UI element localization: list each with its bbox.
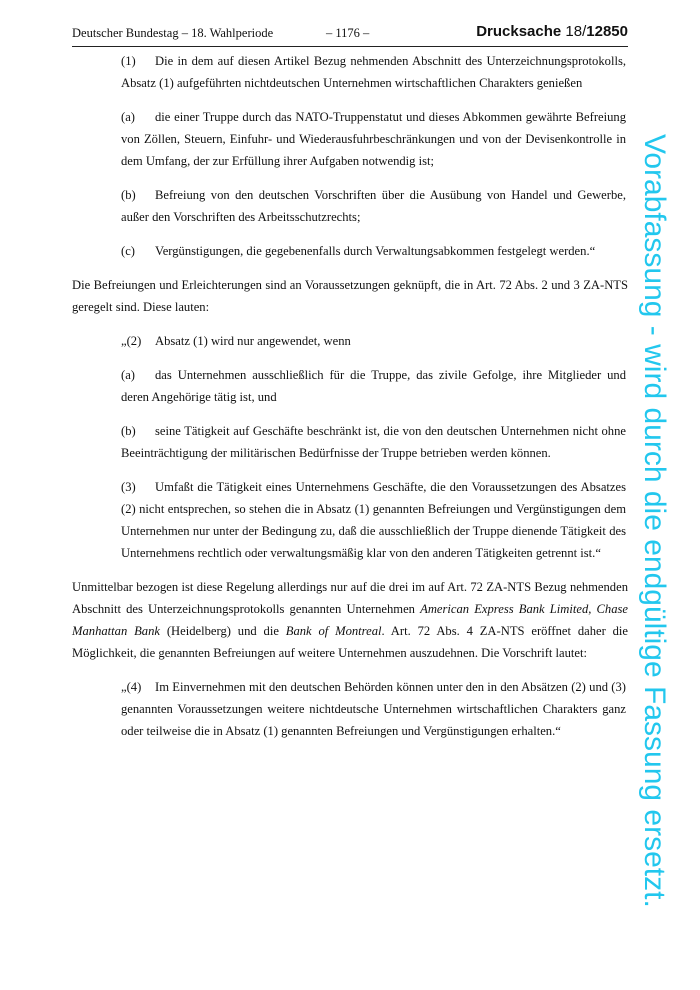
body-text: (Heidelberg) und die [160, 624, 286, 638]
document-body [72, 50, 628, 754]
document-id: 12850 [586, 23, 628, 40]
item-text: seine Tätigkeit auf Geschäfte beschränkt ist, die von den deutschen Unternehmen nicht ohne Beeinträchtigung der militärischen Bedürfnisse der Truppe betrieben werden können. [121, 424, 626, 460]
header-divider [72, 46, 628, 47]
body-text: Unmittelbar bezogen ist diese Regelung allerdings nur auf die drei im auf Art. 72 ZA-NTS Bezug nehmenden Abschnitt des Unterzeichnungsprotokolls genannten Unternehmen [72, 580, 628, 616]
document-period: 18/ [565, 23, 587, 40]
page-number: – 1176 – [326, 26, 370, 40]
item-text: die einer Truppe durch das NATO-Truppenstatut und dieses Abkommen gewährte Befreiung von Zöllen, Steuern, Einfuhr- und Wiederausfuhrbeschränkungen und von der Devisenkontrolle in dem Umfang, der zur Erfüllung ihrer Aufgaben notwendig ist; [121, 110, 626, 168]
item-text: Befreiung von den deutschen Vorschriften über die Ausübung von Handel und Gewerbe, außer den Vorschriften des Arbeitsschutzrechts; [121, 188, 626, 224]
body-text: , [588, 602, 597, 616]
quote-item-a [121, 106, 626, 172]
bank-name: Chase Manhattan Bank [72, 602, 629, 638]
body-paragraph-2 [72, 576, 628, 664]
item-text: das Unternehmen ausschließlich für die Truppe, das zivile Gefolge, ihre Mitglieder und deren Angehörige tätig ist, und [121, 368, 626, 404]
draft-watermark: Vorabfassung - wird durch die endgültige Fassung ersetzt. [638, 134, 671, 908]
paragraph-number: „(2) [121, 334, 142, 348]
body-paragraph-1: Die Befreiungen und Erleichterungen sind an Voraussetzungen geknüpft, die in Art. 72 Abs. 2 und 3 ZA-NTS geregelt sind. Diese lauten: [72, 278, 628, 314]
paragraph-text: Die in dem auf diesen Artikel Bezug nehmenden Abschnitt des Unterzeichnungsprotokolls, Absatz (1) aufgeführten nichtdeutschen Unternehmen wirtschaftlichen Charakters genießen [121, 54, 626, 90]
quote-paragraph-1 [121, 50, 626, 94]
document-label: Drucksache [476, 23, 562, 40]
item-letter: (b) [121, 188, 136, 202]
quote-item-c [121, 240, 626, 262]
bank-name: American Express Bank Limited [420, 602, 589, 616]
item-letter: (b) [121, 424, 136, 438]
item-letter: (a) [121, 110, 135, 124]
paragraph-number: (1) [121, 54, 136, 68]
paragraph-number: (3) [121, 480, 136, 494]
paragraph-text: Umfaßt die Tätigkeit eines Unternehmens Geschäfte, die den Voraussetzungen des Absatzes (2) nicht entsprechen, so stehen die in Absatz (1) genannten Befreiungen und Vergünstigungen dem Unternehmen nur unter der Bedingung zu, daß die ausschließlich der Truppe dienende Tätigkeit des Unternehmens rechtlich oder verwaltungsmäßig klar von den anderen Tätigkeiten getrennt ist.“ [121, 480, 626, 560]
body-text: . Art. 72 Abs. 4 ZA-NTS eröffnet daher die Möglichkeit, die genannten Befreiungen auf weitere Unternehmen auszudehnen. Die Vorschrift lautet: [72, 624, 629, 660]
paragraph-text: Absatz (1) wird nur angewendet, wenn [155, 334, 351, 348]
item-letter: (c) [121, 244, 135, 258]
paragraph-number: „(4) [121, 680, 142, 694]
bank-name: Bank of Montreal [285, 624, 382, 638]
quote-item-2b [121, 420, 626, 464]
quote-paragraph-2 [121, 330, 626, 352]
quote-item-b [121, 184, 626, 228]
header-publication: Deutscher Bundestag – 18. Wahlperiode [72, 26, 274, 40]
item-letter: (a) [121, 368, 135, 382]
quote-item-2a [121, 364, 626, 408]
document-number [476, 23, 628, 40]
quote-paragraph-4 [121, 676, 626, 742]
page-header [72, 23, 628, 46]
quote-paragraph-3 [121, 476, 626, 564]
paragraph-text: Im Einvernehmen mit den deutschen Behörden können unter den in den Absätzen (2) und (3) genannten Voraussetzungen weitere nichtdeutsche Unternehmen wirtschaftlichen Charakters ganz oder teilweise die in Absatz (1) genannten Befreiungen und Vergünstigungen erhalten.“ [121, 680, 626, 738]
item-text: Vergünstigungen, die gegebenenfalls durch Verwaltungsabkommen festgelegt werden.“ [155, 244, 596, 258]
